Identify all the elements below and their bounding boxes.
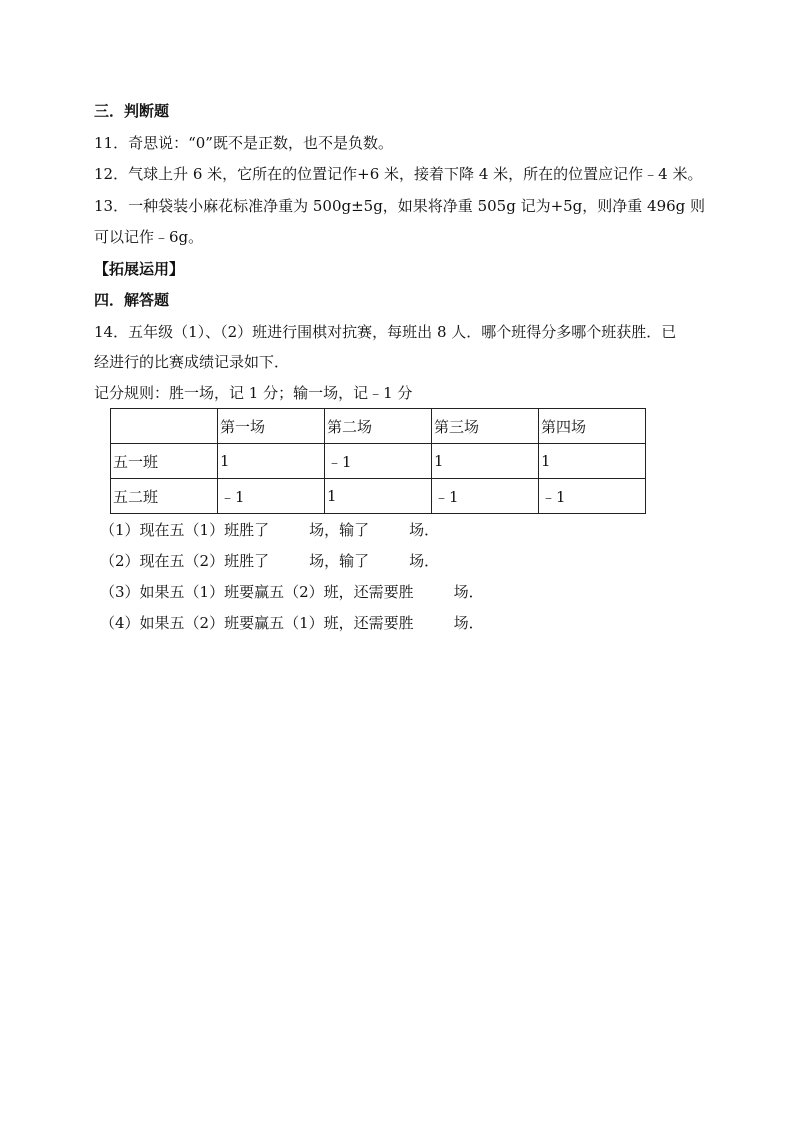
section-4-heading: 四．解答题 bbox=[94, 291, 170, 309]
subquestion-3-text-a: （3）如果五（1）班要赢五（2）班，还需要胜 bbox=[100, 583, 414, 601]
subquestion-3 bbox=[100, 582, 484, 602]
subquestion-1 bbox=[100, 520, 439, 540]
table-header-cell: 第三场 bbox=[432, 409, 539, 444]
table-cell: ﹣1 bbox=[432, 479, 539, 514]
subquestion-4 bbox=[100, 613, 484, 633]
table-cell: 1 bbox=[325, 479, 432, 514]
table-header-cell: 第二场 bbox=[325, 409, 432, 444]
table-cell: ﹣1 bbox=[325, 444, 432, 479]
subquestion-3-text-b: 场． bbox=[453, 583, 484, 601]
subquestion-4-text-b: 场． bbox=[453, 614, 484, 632]
question-14-line-1: 14．五年级（1）、（2）班进行围棋对抗赛，每班出 8 人．哪个班得分多哪个班获胜．已 bbox=[94, 323, 677, 341]
section-3-heading: 三．判断题 bbox=[94, 102, 170, 120]
table-cell: 1 bbox=[432, 444, 539, 479]
subquestion-2 bbox=[100, 551, 439, 571]
subquestion-2-text-c: 场． bbox=[409, 552, 440, 570]
row-label: 五一班 bbox=[111, 444, 218, 479]
subquestion-4-text-a: （4）如果五（2）班要赢五（1）班，还需要胜 bbox=[100, 614, 414, 632]
question-13-line-1: 13．一种袋装小麻花标准净重为 500g±5g，如果将净重 505g 记为+5g，则净重 496g 则 bbox=[94, 197, 706, 215]
question-14-line-2: 经进行的比赛成绩记录如下． bbox=[94, 353, 290, 371]
row-label: 五二班 bbox=[111, 479, 218, 514]
question-12: 12．气球上升 6 米，它所在的位置记作+6 米，接着下降 4 米，所在的位置应记作﹣4 米。 bbox=[94, 165, 703, 183]
subquestion-2-text-a: （2）现在五（2）班胜了 bbox=[100, 552, 270, 570]
subquestion-1-text-a: （1）现在五（1）班胜了 bbox=[100, 521, 270, 539]
table-cell: ﹣1 bbox=[539, 479, 646, 514]
table-header-cell: 第一场 bbox=[218, 409, 325, 444]
table-cell: 1 bbox=[539, 444, 646, 479]
subquestion-1-text-c: 场． bbox=[409, 521, 440, 539]
table-header-cell bbox=[111, 409, 218, 444]
question-11: 11．奇思说：“0”既不是正数，也不是负数。 bbox=[94, 134, 393, 152]
subquestion-2-text-b: 场，输了 bbox=[309, 552, 370, 570]
extension-tag: 【拓展运用】 bbox=[94, 260, 185, 278]
table-row bbox=[111, 479, 646, 514]
question-13-line-2: 可以记作﹣6g。 bbox=[94, 228, 204, 246]
table-cell: ﹣1 bbox=[218, 479, 325, 514]
table-cell: 1 bbox=[218, 444, 325, 479]
table-header-row bbox=[111, 409, 646, 444]
table-header-cell: 第四场 bbox=[539, 409, 646, 444]
score-table bbox=[110, 408, 646, 514]
scoring-rule: 记分规则：胜一场，记 1 分；输一场，记﹣1 分 bbox=[94, 384, 413, 402]
table-row bbox=[111, 444, 646, 479]
subquestion-1-text-b: 场，输了 bbox=[309, 521, 370, 539]
